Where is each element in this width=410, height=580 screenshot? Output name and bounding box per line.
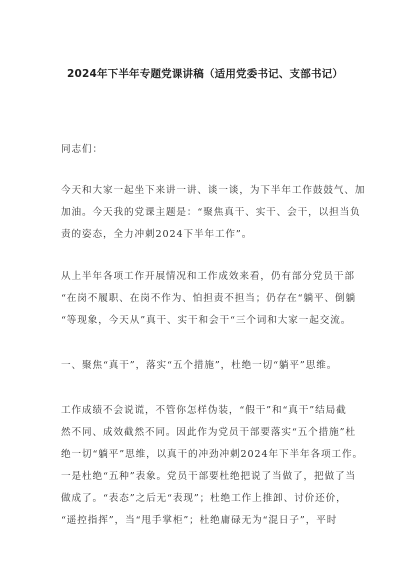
paragraph-3-line-1: 工作成绩不会说谎，不管你怎样伪装，“假干”和“真干”结局截: [61, 405, 347, 416]
paragraph-2-line-3: “等现象，今天从”真干、实干和会干“三个词和大家一起交流。: [61, 315, 352, 326]
paragraph-2-line-1: 从上半年各项工作开展情况和工作成效来看，仍有部分党员干部: [61, 271, 355, 282]
document-title: 2024年下半年专题党课讲稿（适用党委书记、支部书记）: [66, 68, 344, 80]
paragraph-3-line-6: “遥控指挥”，当“甩手掌柜”；杜绝庸碌无为“混日子”，平时: [61, 515, 338, 526]
greeting: 同志们：: [61, 144, 103, 155]
paragraph-1-line-1: 今天和大家一起坐下来讲一讲、谈一谈，为下半年工作鼓鼓气、加: [61, 185, 366, 196]
paragraph-1-line-2: 加油。今天我的党课主题是：“聚焦真干、实干、会干，以担当负: [61, 207, 361, 218]
paragraph-3-line-4: 一是杜绝“五种”表象。党员干部要杜绝把说了当做了，把做了当: [61, 471, 356, 482]
paragraph-1-line-3: 责的姿态，全力冲刺2024下半年工作”。: [61, 229, 253, 240]
paragraph-2-line-2: “在岗不履职、在岗不作为、怕担责不担当；仍存在“躺平、倒躺: [61, 293, 356, 304]
paragraph-3-line-5: 做成了。“表态”之后无“表现”；杜绝工作上推卸、讨价还价，: [61, 493, 347, 504]
paragraph-3-line-2: 然不同、成效截然不同。因此作为党员干部要落实“五个措施”杜: [61, 427, 356, 438]
section-heading-1: 一、聚焦“真干”，落实“五个措施”，杜绝一切“躺平”思维。: [61, 360, 338, 371]
paragraph-3-line-3: 绝一切“躺平”思维，以真干的冲劲冲刺2024年下半年各项工作。: [61, 449, 363, 460]
